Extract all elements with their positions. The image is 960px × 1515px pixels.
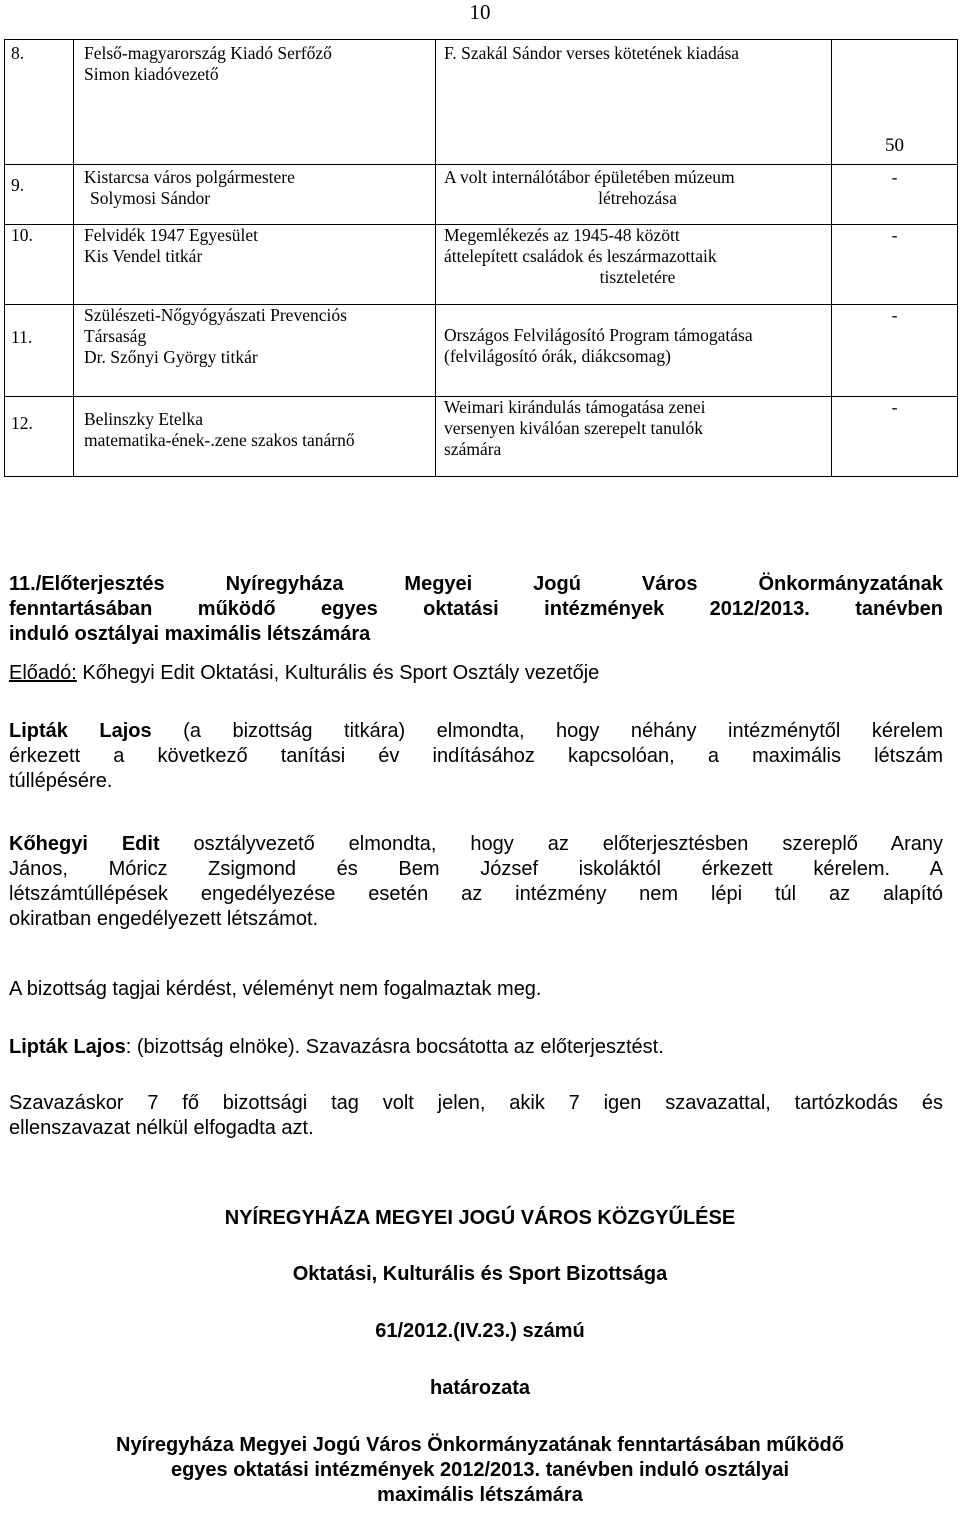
applicant-line: Felvidék 1947 Egyesület <box>84 225 259 245</box>
paragraph-line: érkezett a következő tanítási év indításához kapcsolóan, a maximális létszám <box>9 745 943 767</box>
table-row <box>5 40 958 165</box>
resolution-type: határozata <box>429 1377 531 1399</box>
agenda-title-line: fenntartásában működő egyes oktatási intézmények 2012/2013. tanévben <box>9 598 943 620</box>
paragraph-text: osztályvezető elmondta, hogy az előterjesztésben szereplő Arany <box>159 833 943 855</box>
applicant-line: Belinszky Etelka <box>84 409 204 429</box>
table-row <box>5 397 958 477</box>
purpose-cell <box>436 40 832 165</box>
row-number: 8. <box>5 40 74 165</box>
row-number: 11. <box>5 305 74 397</box>
amount-cell: - <box>832 225 958 305</box>
grant-table <box>4 39 958 477</box>
resolution-number: 61/2012.(IV.23.) számú <box>375 1320 585 1342</box>
table-row <box>5 225 958 305</box>
paragraph-text: (a bizottság titkára) elmondta, hogy néhány intézménytől kérelem <box>151 720 943 742</box>
speaker-name: Lipták Lajos <box>9 720 152 742</box>
purpose-line: Weimari kirándulás támogatása zenei <box>444 397 706 417</box>
applicant-cell <box>74 305 436 397</box>
applicant-line: Szülészeti-Nőgyógyászati Prevenciós <box>84 305 347 325</box>
purpose-cell <box>436 165 832 225</box>
purpose-line: (felvilágosító órák, diákcsomag) <box>444 346 671 366</box>
applicant-line: matematika-ének-.zene szakos tanárnő <box>84 430 355 450</box>
resolution-committee: Oktatási, Kulturális és Sport Bizottsága <box>292 1263 668 1285</box>
resolution-subject-line: egyes oktatási intézmények 2012/2013. tanévben induló osztályai <box>170 1459 790 1481</box>
purpose-line: A volt internálótábor épületében múzeum <box>444 167 735 187</box>
speaker-name: Kőhegyi Edit <box>9 833 160 855</box>
presenter-label: Előadó: <box>9 662 77 684</box>
purpose-line: létrehozása <box>598 188 677 208</box>
paragraph-line: létszámtúllépések engedélyezése esetén az intézmény nem lépi túl az alapító <box>9 883 943 905</box>
agenda-title-line: induló osztályai maximális létszámára <box>9 623 371 645</box>
paragraph-line: okiratban engedélyezett létszámot. <box>9 908 319 930</box>
presenter-text: Kőhegyi Edit Oktatási, Kulturális és Sport Osztály vezetője <box>76 662 600 684</box>
purpose-cell <box>436 305 832 397</box>
paragraph-vote-result <box>9 1091 943 1141</box>
resolution-subject-line: Nyíregyháza Megyei Jogú Város Önkormányzatának fenntartásában működő <box>116 1434 844 1456</box>
paragraph-text: : (bizottság elnöke). Szavazásra bocsátotta az előterjesztést. <box>125 1036 664 1058</box>
applicant-line: Kis Vendel titkár <box>84 246 203 266</box>
paragraph-no-questions: A bizottság tagjai kérdést, véleményt nem fogalmaztak meg. <box>9 978 542 1000</box>
applicant-cell <box>74 165 436 225</box>
page-number: 10 <box>469 0 491 24</box>
paragraph-line: ellenszavazat nélkül elfogadta azt. <box>9 1117 314 1139</box>
paragraph-line: János, Móricz Zsigmond és Bem József iskoláktól érkezett kérelem. A <box>9 858 943 880</box>
applicant-line: Kistarcsa város polgármestere <box>84 167 295 187</box>
applicant-cell <box>74 225 436 305</box>
purpose-line: tiszteletére <box>599 267 676 287</box>
table-row <box>5 165 958 225</box>
row-number: 9. <box>5 165 74 225</box>
applicant-line: Dr. Szőnyi György titkár <box>84 347 258 367</box>
agenda-title-line: 11./Előterjesztés Nyíregyháza Megyei Jogú Város Önkormányzatának <box>9 573 943 595</box>
paragraph-kohegyi <box>9 832 943 932</box>
purpose-line: Országos Felvilágosító Program támogatása <box>444 325 753 345</box>
speaker-name: Lipták Lajos <box>9 1036 126 1058</box>
purpose-cell <box>436 225 832 305</box>
paragraph-line: túllépésére. <box>9 770 113 792</box>
resolution-body: NYÍREGYHÁZA MEGYEI JOGÚ VÁROS KÖZGYŰLÉSE <box>224 1207 736 1229</box>
applicant-cell <box>74 40 436 165</box>
resolution-subject-line: maximális létszámára <box>377 1484 583 1506</box>
paragraph-line <box>9 832 943 857</box>
purpose-line: számára <box>444 439 502 459</box>
purpose-line: Megemlékezés az 1945-48 között <box>444 225 680 245</box>
paragraph-vote-call <box>9 1035 943 1060</box>
row-number: 12. <box>5 397 74 477</box>
applicant-line: Felső-magyarország Kiadó Serfőző <box>84 43 332 63</box>
applicant-line: Solymosi Sándor <box>90 188 211 208</box>
purpose-cell <box>436 397 832 477</box>
resolution-subject <box>0 1433 960 1508</box>
paragraph-line: Szavazáskor 7 fő bizottsági tag volt jelen, akik 7 igen szavazattal, tartózkodás és <box>9 1092 943 1114</box>
amount-cell: 50 <box>832 40 958 165</box>
presenter-line <box>9 661 943 686</box>
applicant-cell <box>74 397 436 477</box>
applicant-line: Simon kiadóvezető <box>84 64 219 84</box>
amount-cell: - <box>832 305 958 397</box>
paragraph-line <box>9 719 943 744</box>
purpose-line: F. Szakál Sándor verses kötetének kiadása <box>444 43 740 63</box>
purpose-line: versenyen kiválóan szerepelt tanulók <box>444 418 703 438</box>
amount-cell: - <box>832 165 958 225</box>
table-row <box>5 305 958 397</box>
purpose-line: áttelepített családok és leszármazottaik <box>444 246 717 266</box>
agenda-title <box>9 572 943 647</box>
row-number: 10. <box>5 225 74 305</box>
paragraph-liptak-intro <box>9 719 943 794</box>
applicant-line: Társaság <box>84 326 147 346</box>
amount-cell: - <box>832 397 958 477</box>
